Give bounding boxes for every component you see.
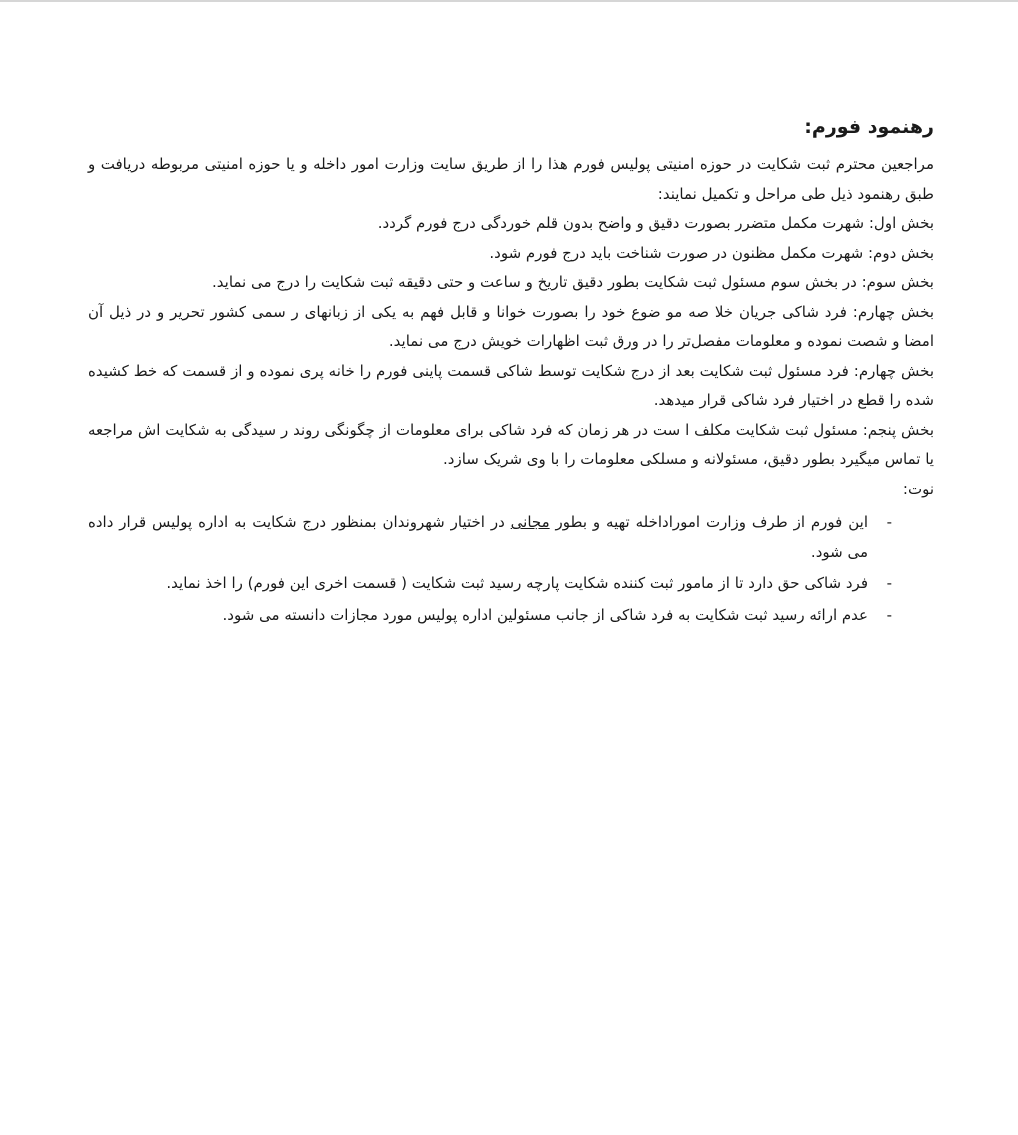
bullet-dash: - — [886, 605, 892, 624]
note-label: نوت: — [902, 479, 934, 498]
section-3: بخش سوم: در بخش سوم مسئول ثبت شکایت بطور دقیق تاریخ و ساعت و حتی دقیقه ثبت شکایت را درج می نماید. — [212, 273, 934, 291]
note-list — [88, 508, 934, 630]
note-underlined-word: مجانی — [510, 513, 550, 531]
note-item — [88, 508, 934, 567]
section-5: بخش پنجم: مسئول ثبت شکایت مکلف ا ست در هر زمان که فرد شاکی برای معلومات از چگونگی روند ر سیدگی به شکایت اش مراجعه یا تماس میگیرد بطور دقیق، مسئولانه و مسلکی معلومات را با وی شریک سازد. — [88, 420, 934, 468]
note-text: فرد شاکی حق دارد تا از مامور ثبت کننده شکایت پارچه رسید ثبت شکایت ( قسمت اخری این فورم) را اخذ نماید. — [166, 574, 868, 592]
page-title: رهنمود فورم: — [804, 116, 934, 138]
note-item — [88, 601, 934, 631]
intro-paragraph: مراجعین محترم ثبت شکایت در حوزه امنیتی پولیس فورم هذا را از طریق سایت وزارت امور داخله و یا حوزه امنیتی مربوطه دریافت و طبق رهنمود ذیل طی مراحل و تکمیل نمایند: — [88, 155, 934, 203]
note-text-part: این فورم از طرف وزارت اموراداخله تهیه و بطور — [549, 513, 868, 531]
form-guidance-document — [88, 110, 934, 632]
section-1: بخش اول: شهرت مکمل متضرر بصورت دقیق و واضح بدون قلم خوردگی درج فورم گردد. — [377, 214, 934, 232]
bullet-dash: - — [886, 574, 892, 592]
section-4b: بخش چهارم: فرد مسئول ثبت شکایت بعد از درج شکایت توسط شاکی قسمت پاینی فورم را خانه پری نموده و از قسمت که خط کشیده شده را قطع در اختیار فرد شاکی قرار میدهد. — [88, 361, 934, 409]
note-text-part: در اختیار شهروندان بمنظور درج شکایت به اداره پولیس قرار داده می شود. — [88, 513, 868, 561]
top-border — [0, 0, 1018, 2]
section-2: بخش دوم: شهرت مکمل مظنون در صورت شناخت باید درج فورم شود. — [489, 243, 934, 262]
note-text: عدم ارائه رسید ثبت شکایت به فرد شاکی از جانب مسئولین اداره پولیس مورد مجازات دانسته می شود. — [222, 605, 868, 624]
note-item — [88, 569, 934, 599]
bullet-dash: - — [886, 513, 892, 531]
section-4: بخش چهارم: فرد شاکی جریان خلا صه مو ضوع خود را بصورت خوانا و قابل فهم به یکی از زبانهای ر سمی کشور تحریر و در ذیل آن امضا و شصت نموده و معلومات مفصل‌تر را در ورق ثبت اظهارات خویش درج می نماید. — [88, 302, 934, 350]
